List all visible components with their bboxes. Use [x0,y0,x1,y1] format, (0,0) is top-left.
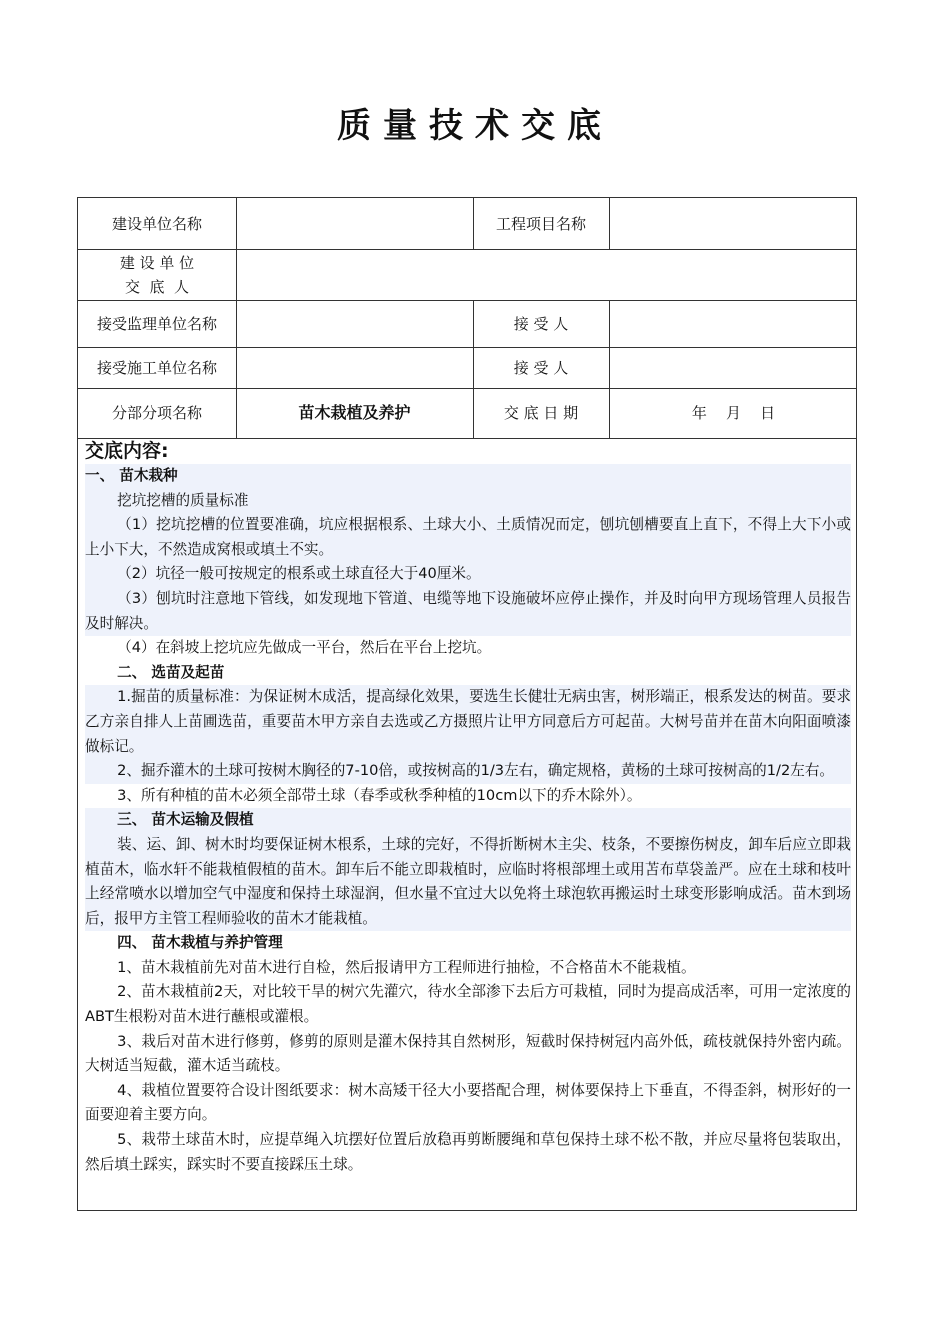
section-4-title: 四、 苗木栽植与养护管理 [117,934,283,952]
paragraph: 1、苗木栽植前先对苗木进行自检，然后报请甲方工程师进行抽检，不合格苗木不能栽植。 [117,958,696,976]
date-label: 交 底 日 期 [503,404,579,422]
paragraph: 1.掘苗的质量标准：为保证树木成活，提高绿化效果，要选生长健壮无病虫害，树形端正，根系发达的树苗。要求乙方亲自排人上苗圃选苗，重要苗木甲方亲自去选或乙方摄照片让甲方同意后方可起苗。大树号苗并在苗木向阳面喷漆做标记。 [85,688,851,755]
project-name-label: 工程项目名称 [495,214,586,233]
project-name-value[interactable] [609,198,858,249]
construction-unit-label: 接受施工单位名称 [96,358,217,377]
paragraph: （2）坑径一般可按规定的根系或土球直径大于40厘米。 [117,565,481,583]
paragraph: 2、苗木栽植前2天，对比较干旱的树穴先灌穴，待水全部渗下去后方可栽植，同时为提高成活率，可用一定浓度的ABT生根粉对苗木进行蘸根或灌根。 [85,983,851,1026]
paragraph: 3、所有种植的苗木必须全部带土球（春季或秋季种植的10cm以下的乔木除外）。 [117,786,642,804]
shaded-block-2 [85,685,851,783]
handover-content [85,438,851,1177]
paragraph: （1）挖坑挖槽的位置要准确，坑应根据根系、土球大小、土质情况而定，刨坑刨槽要直上直下，不得上大下小或上小下大，不然造成窝根或填土不实。 [85,516,851,558]
section-3-title: 三、 苗木运输及假植 [117,811,254,829]
construction-receiver-value[interactable] [609,347,858,388]
build-unit-person-label-line2: 交 底 人 [124,277,190,296]
paragraph: 2、掘乔灌木的土球可按树木胸径的7-10倍，或按树高的1/3左右，确定规格，黄杨的土球可按树高的1/2左右。 [117,762,835,780]
shaded-block-1 [85,464,851,636]
handover-form [77,197,857,1211]
paragraph: （3）刨坑时注意地下管线，如发现地下管道、电缆等地下设施破坏应停止操作，并及时向甲方现场管理人员报告及时解决。 [85,589,851,632]
supervision-unit-value[interactable] [236,300,473,347]
supervision-receiver-label: 接 受 人 [513,314,569,333]
build-unit-name-label: 建设单位名称 [111,214,202,233]
content-heading: 交底内容: [85,440,169,462]
supervision-unit-label: 接受监理单位名称 [96,314,217,333]
build-unit-person-label-line1: 建 设 单 位 [119,253,195,272]
paragraph: 4、栽植位置要符合设计图纸要求：树木高矮干径大小要搭配合理，树体要保持上下垂直，不得歪斜，树形好的一面要迎着主要方向。 [85,1081,851,1124]
construction-unit-value[interactable] [236,347,473,388]
date-value[interactable]: 年 月 日 [691,404,776,422]
paragraph: 挖坑挖槽的质量标准 [117,491,249,509]
build-unit-name-value[interactable] [236,198,473,249]
build-unit-person-value[interactable] [236,249,858,300]
section-2-title: 二、 选苗及起苗 [117,663,225,681]
sub-item-label: 分部分项名称 [111,404,202,422]
construction-receiver-label: 接 受 人 [513,358,569,377]
paragraph: （4）在斜坡上挖坑应先做成一平台，然后在平台上挖坑。 [117,639,492,657]
build-unit-person-label [78,249,236,300]
supervision-receiver-value[interactable] [609,300,858,347]
paragraph: 5、栽带土球苗木时，应提草绳入坑摆好位置后放稳再剪断腰绳和草包保持土球不松不散，并应尽量将包装取出，然后填土踩实，踩实时不要直接踩压土球。 [85,1131,851,1173]
shaded-block-3 [85,808,851,931]
section-1-title: 一、 苗木栽种 [85,467,178,484]
paragraph: 3、栽后对苗木进行修剪，修剪的原则是灌木保持其自然树形，短截时保持树冠内高外低，疏枝就保持外密内疏。大树适当短截，灌木适当疏枝。 [85,1032,851,1075]
sub-item-value: 苗木栽植及养护 [298,403,411,422]
paragraph: 装、运、卸、树木时均要保证树木根系，土球的完好，不得折断树木主尖、枝条，不要擦伤树皮，卸车后应立即栽植苗木，临水轩不能栽植假植的苗木。卸车后不能立即栽植时，应临时将根部埋土或用苫布草袋盖严。应在土球和枝叶上经常喷水以增加空气中湿度和保持土球湿润，但水量不宜过大以免将土球泡软再搬运时土球变形影响成活。苗木到场后，报甲方主管工程师验收的苗木才能栽植。 [85,835,851,927]
document-title: 质量技术交底 [337,106,613,146]
